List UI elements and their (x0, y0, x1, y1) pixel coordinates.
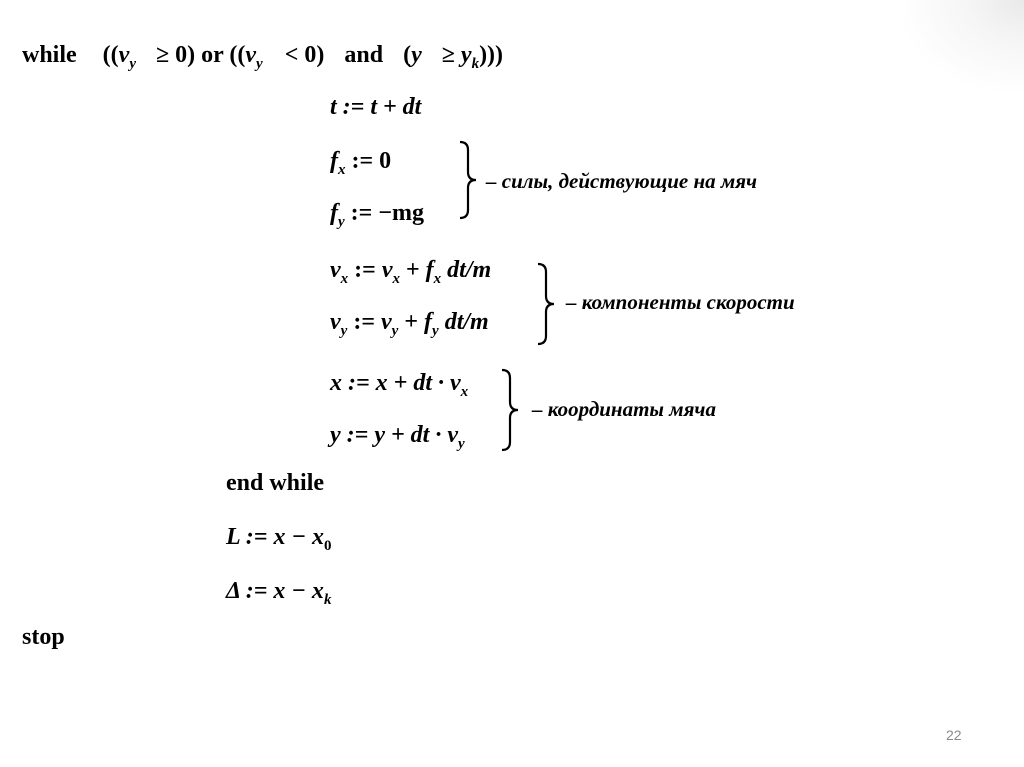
fx-line: $f_x$ := 0 (330, 148, 392, 178)
velocity-comment: – компоненты скорости (566, 290, 795, 314)
time-update-line: t := t + dt (330, 94, 422, 120)
keyword-and: and (344, 42, 384, 68)
delta-line: Δ := $x - x_k$ (226, 578, 332, 608)
y-update-line: y := y + dt · $v_y$ (330, 422, 465, 452)
x-update-line: x := x + dt · $v_x$ (330, 370, 469, 400)
corner-shadow (904, 0, 1024, 90)
keyword-while: while (22, 42, 77, 68)
forces-right-brace (458, 140, 482, 220)
while-condition-line: while ($(v_y \ge 0)$ or ($(v_y < 0)$ and $(y \ge y_k)$)) (22, 42, 504, 72)
forces-comment: – силы, действующие на мяч (486, 169, 758, 193)
velocity-right-brace (536, 262, 560, 346)
keyword-or: or (201, 42, 224, 68)
vy-line: $v_y$ := $v_y + f_y$ dt/m (330, 309, 489, 339)
page-number: 22 (946, 727, 962, 743)
keyword-stop: stop (22, 624, 65, 650)
coords-right-brace (500, 368, 524, 452)
fy-line: $f_y$ := −mg (330, 200, 425, 230)
coords-comment: – координаты мяча (532, 397, 716, 421)
length-line: L := $x - x_0$ (226, 524, 332, 554)
keyword-end-while: end while (226, 470, 325, 496)
vx-line: $v_x$ := $v_x + f_x$ dt/m (330, 257, 492, 287)
